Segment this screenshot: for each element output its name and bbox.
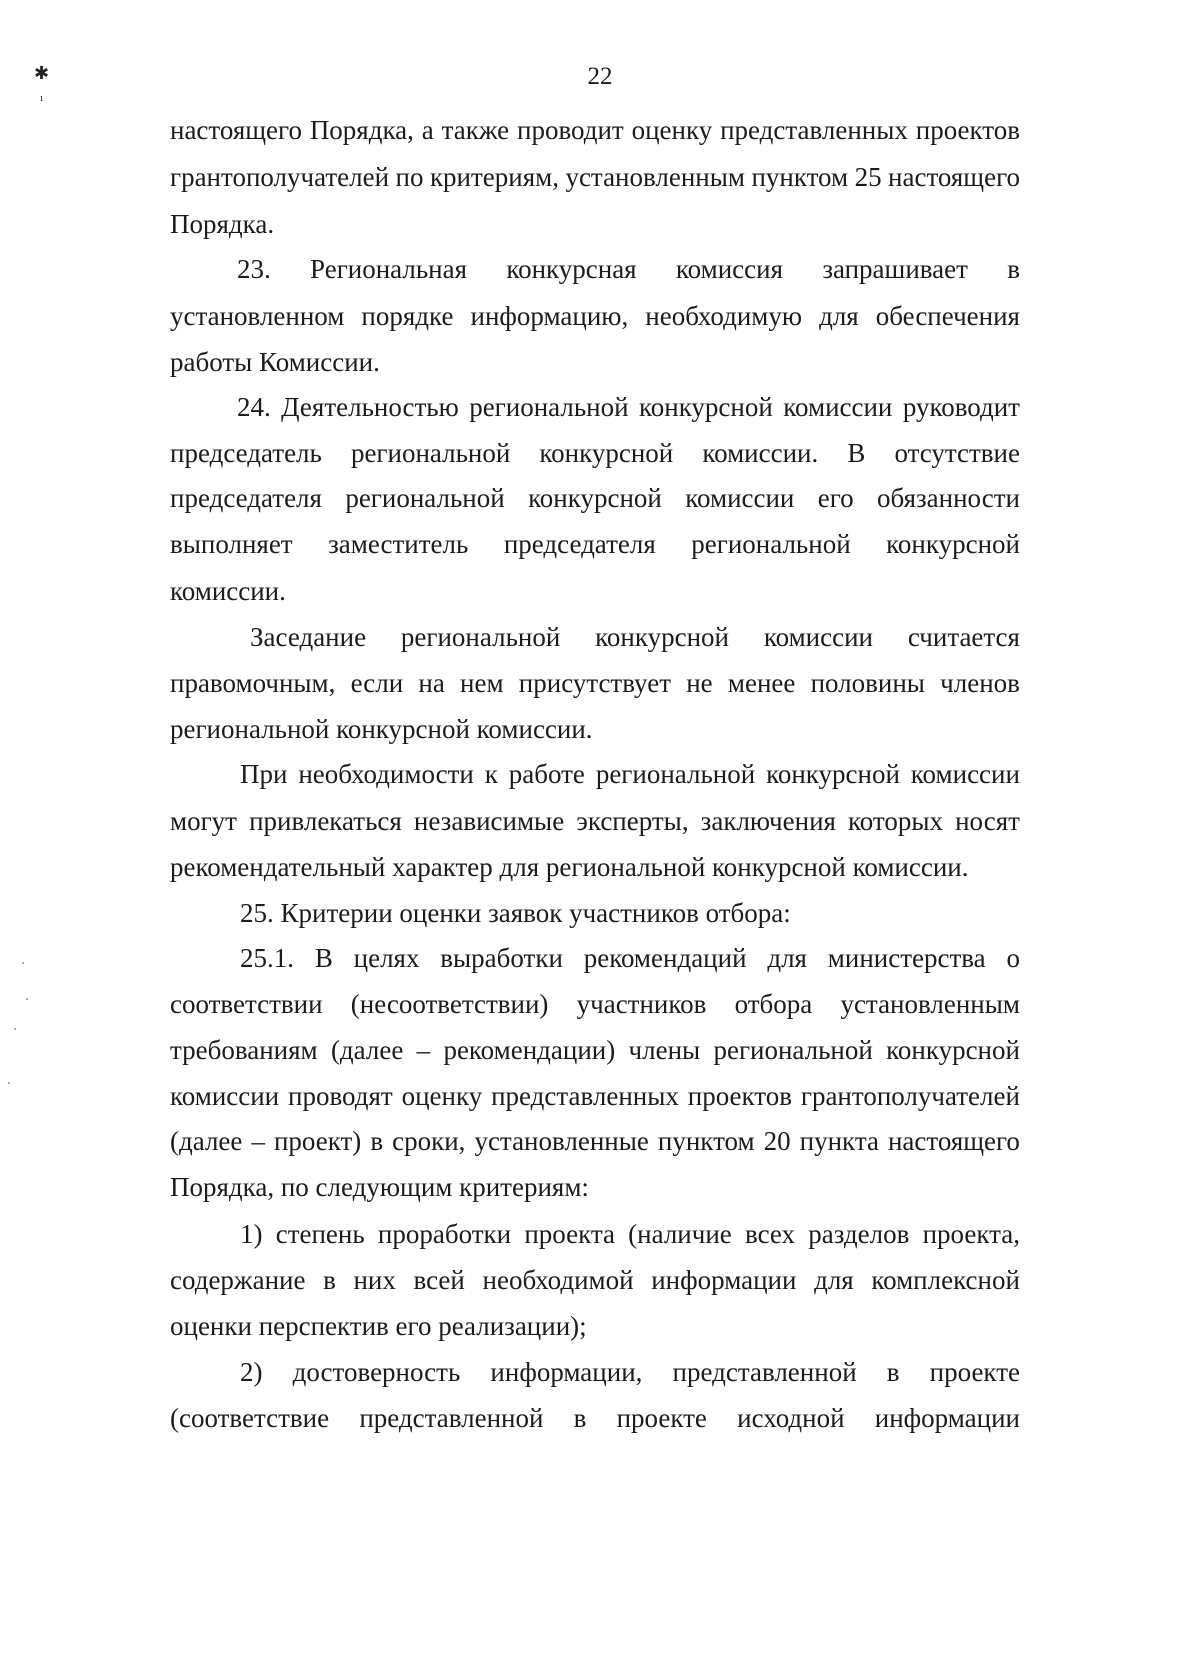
text-line: (далее – проект) в сроки, установленные пунктом 20 пункта настоящего — [170, 1126, 1020, 1156]
text-line: 23. Региональная конкурсная комиссия запрашивает в — [237, 254, 1020, 284]
text-line: комиссии проводят оценку представленных проектов грантополучателей — [170, 1081, 1020, 1111]
text-line: При необходимости к работе региональной конкурсной комиссии — [240, 759, 1020, 789]
text-line: оценки перспектив его реализации); — [170, 1311, 587, 1341]
scan-mark-icon: ı — [40, 93, 43, 104]
text-line: правомочным, если на нем присутствует не менее половины членов — [170, 668, 1020, 698]
text-line: председателя региональной конкурсной комиссии его обязанности — [170, 483, 1020, 513]
text-line: настоящего Порядка, а также проводит оценку представленных проектов — [170, 115, 1020, 145]
scan-speck — [22, 962, 24, 964]
scan-speck — [26, 998, 28, 1000]
scan-speck — [8, 1082, 10, 1084]
text-line: соответствии (несоответствии) участников отбора установленным — [170, 989, 1020, 1019]
text-line: 25. Критерии оценки заявок участников отбора: — [240, 898, 791, 928]
text-line: грантополучателей по критериям, установленным пунктом 25 настоящего — [170, 162, 1020, 192]
text-line: 1) степень проработки проекта (наличие всех разделов проекта, — [240, 1219, 1020, 1249]
text-line: региональной конкурсной комиссии. — [170, 714, 593, 744]
text-line: Порядка, по следующим критериям: — [170, 1172, 589, 1202]
text-line: требованиям (далее – рекомендации) члены региональной конкурсной — [170, 1035, 1020, 1065]
text-line: комиссии. — [170, 576, 286, 606]
text-line: работы Комиссии. — [170, 347, 380, 377]
text-line: могут привлекаться независимые эксперты, заключения которых носят — [170, 806, 1020, 836]
text-line: установленном порядке информацию, необходимую для обеспечения — [170, 301, 1020, 331]
text-line: (соответствие представленной в проекте исходной информации — [170, 1403, 1020, 1433]
text-line: 2) достоверность информации, представленной в проекте — [240, 1357, 1020, 1387]
text-line: рекомендательный характер для региональной конкурсной комиссии. — [170, 852, 969, 882]
text-line: Порядка. — [170, 209, 275, 239]
text-line: 24. Деятельностью региональной конкурсной комиссии руководит — [237, 392, 1020, 422]
text-line: председатель региональной конкурсной комиссии. В отсутствие — [170, 438, 1020, 468]
text-line: выполняет заместитель председателя региональной конкурсной — [170, 529, 1020, 559]
text-line: Заседание региональной конкурсной комиссии считается — [250, 622, 1020, 652]
scan-speck — [14, 1028, 16, 1030]
scan-mark-icon: ✱ — [34, 63, 50, 83]
text-line: содержание в них всей необходимой информации для комплексной — [170, 1265, 1020, 1295]
page-number: 22 — [587, 63, 613, 90]
text-line: 25.1. В целях выработки рекомендаций для министерства о — [240, 943, 1020, 973]
